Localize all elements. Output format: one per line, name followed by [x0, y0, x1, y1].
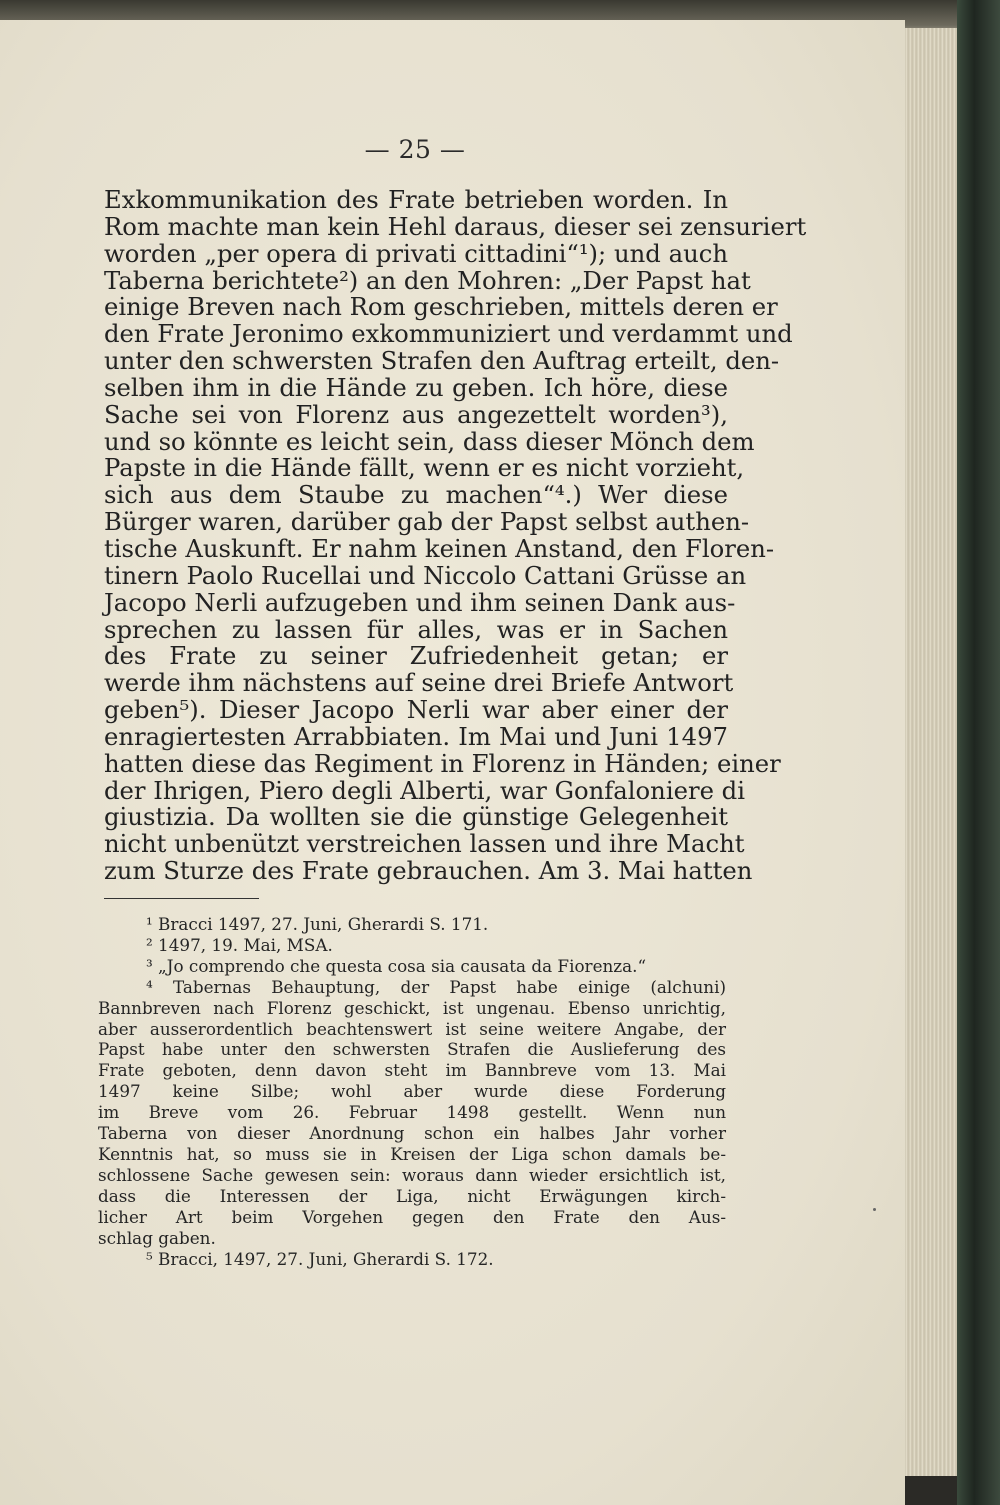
body-line: nicht unbenützt verstreichen lassen und ihre Macht — [104, 829, 745, 859]
footnote-line: ² 1497, 19. Mai, MSA. — [146, 934, 333, 955]
footnote-line: ⁴ Tabernas Behauptung, der Papst habe einige (alchuni) — [146, 976, 726, 997]
body-line: werde ihm nächstens auf seine drei Briefe Antwort — [104, 668, 734, 698]
footnote-line: ⁵ Bracci, 1497, 27. Juni, Gherardi S. 172. — [146, 1248, 494, 1269]
footnotes — [98, 914, 726, 1269]
body-line: Taberna berichtete²) an den Mohren: „Der Papst hat — [104, 265, 751, 295]
body-line: Rom machte man kein Hehl daraus, dieser sei zensuriert — [104, 211, 807, 241]
body-line: Sache sei von Florenz aus angezettelt worden³), — [104, 399, 728, 429]
footnote-line: licher Art beim Vorgehen gegen den Frate den Aus- — [98, 1206, 726, 1227]
page-edges — [905, 28, 959, 1476]
footnote-line: 1497 keine Silbe; wohl aber wurde diese Forderung — [98, 1081, 726, 1102]
footnote-divider — [104, 898, 259, 899]
body-line: enragiertesten Arrabbiaten. Im Mai und Juni 1497 — [104, 721, 728, 751]
body-line: der Ihrigen, Piero degli Alberti, war Gonfaloniere di — [104, 775, 746, 805]
body-line: geben⁵). Dieser Jacopo Nerli war aber einer der — [104, 695, 728, 725]
footnote-line: aber ausserordentlich beachtenswert ist seine weitere Angabe, der — [98, 1018, 726, 1039]
body-line: tische Auskunft. Er nahm keinen Anstand, den Floren- — [104, 533, 775, 563]
body-line: sprechen zu lassen für alles, was er in Sachen — [104, 614, 728, 644]
footnote-line: schlag gaben. — [98, 1227, 216, 1248]
book-cover-edge — [957, 0, 1000, 1505]
body-line: Papste in die Hände fällt, wenn er es nicht vorzieht, — [104, 453, 745, 483]
body-line: des Frate zu seiner Zufriedenheit getan; er — [104, 641, 728, 671]
body-line: hatten diese das Regiment in Florenz in Händen; einer — [104, 748, 781, 778]
body-line: sich aus dem Staube zu machen“⁴.) Wer diese — [104, 480, 728, 510]
body-line: einige Breven nach Rom geschrieben, mittels deren er — [104, 292, 778, 322]
footnote-line: Bannbreven nach Florenz geschickt, ist ungenau. Ebenso unrichtig, — [98, 997, 726, 1018]
body-line: und so könnte es leicht sein, dass dieser Mönch dem — [104, 426, 755, 456]
paper-speck — [873, 1208, 876, 1211]
footnote-line: schlossene Sache gewesen sein: woraus dann wieder ersichtlich ist, — [98, 1164, 726, 1185]
body-line: den Frate Jeronimo exkommuniziert und verdammt und — [104, 319, 793, 349]
footnote-line: dass die Interessen der Liga, nicht Erwägungen kirch- — [98, 1185, 726, 1206]
body-line: worden „per opera di privati cittadini“¹); und auch — [104, 238, 728, 268]
footnote-line: ¹ Bracci 1497, 27. Juni, Gherardi S. 171. — [146, 914, 489, 934]
body-text — [104, 185, 807, 886]
footnote-line: Kenntnis hat, so muss sie in Kreisen der Liga schon damals be- — [98, 1143, 726, 1164]
footnote-line: ³ „Jo comprendo che questa cosa sia causata da Fiorenza.“ — [146, 955, 647, 976]
footnote-line: im Breve vom 26. Februar 1498 gestellt. Wenn nun — [98, 1102, 726, 1123]
footnote-line: Frate geboten, denn davon steht im Bannbreve vom 13. Mai — [98, 1060, 726, 1081]
footnote-line: Taberna von dieser Anordnung schon ein halbes Jahr vorher — [98, 1123, 726, 1144]
footnote-line: Papst habe unter den schwersten Strafen die Auslieferung des — [98, 1039, 726, 1060]
body-line: unter den schwersten Strafen den Auftrag erteilt, den- — [104, 346, 780, 376]
body-line: Jacopo Nerli aufzugeben und ihm seinen Dank aus- — [104, 587, 736, 617]
body-line: Exkommunikation des Frate betrieben worden. In — [104, 185, 728, 214]
body-line: tinern Paolo Rucellai und Niccolo Cattani Grüsse an — [104, 560, 747, 590]
body-line: zum Sturze des Frate gebrauchen. Am 3. Mai hatten — [104, 856, 753, 886]
body-line: giustizia. Da wollten sie die günstige Gelegenheit — [104, 802, 728, 832]
body-line: Bürger waren, darüber gab der Papst selbst authen- — [104, 507, 750, 537]
body-line: selben ihm in die Hände zu geben. Ich höre, diese — [104, 372, 728, 402]
page-number: — 25 — — [364, 135, 466, 164]
